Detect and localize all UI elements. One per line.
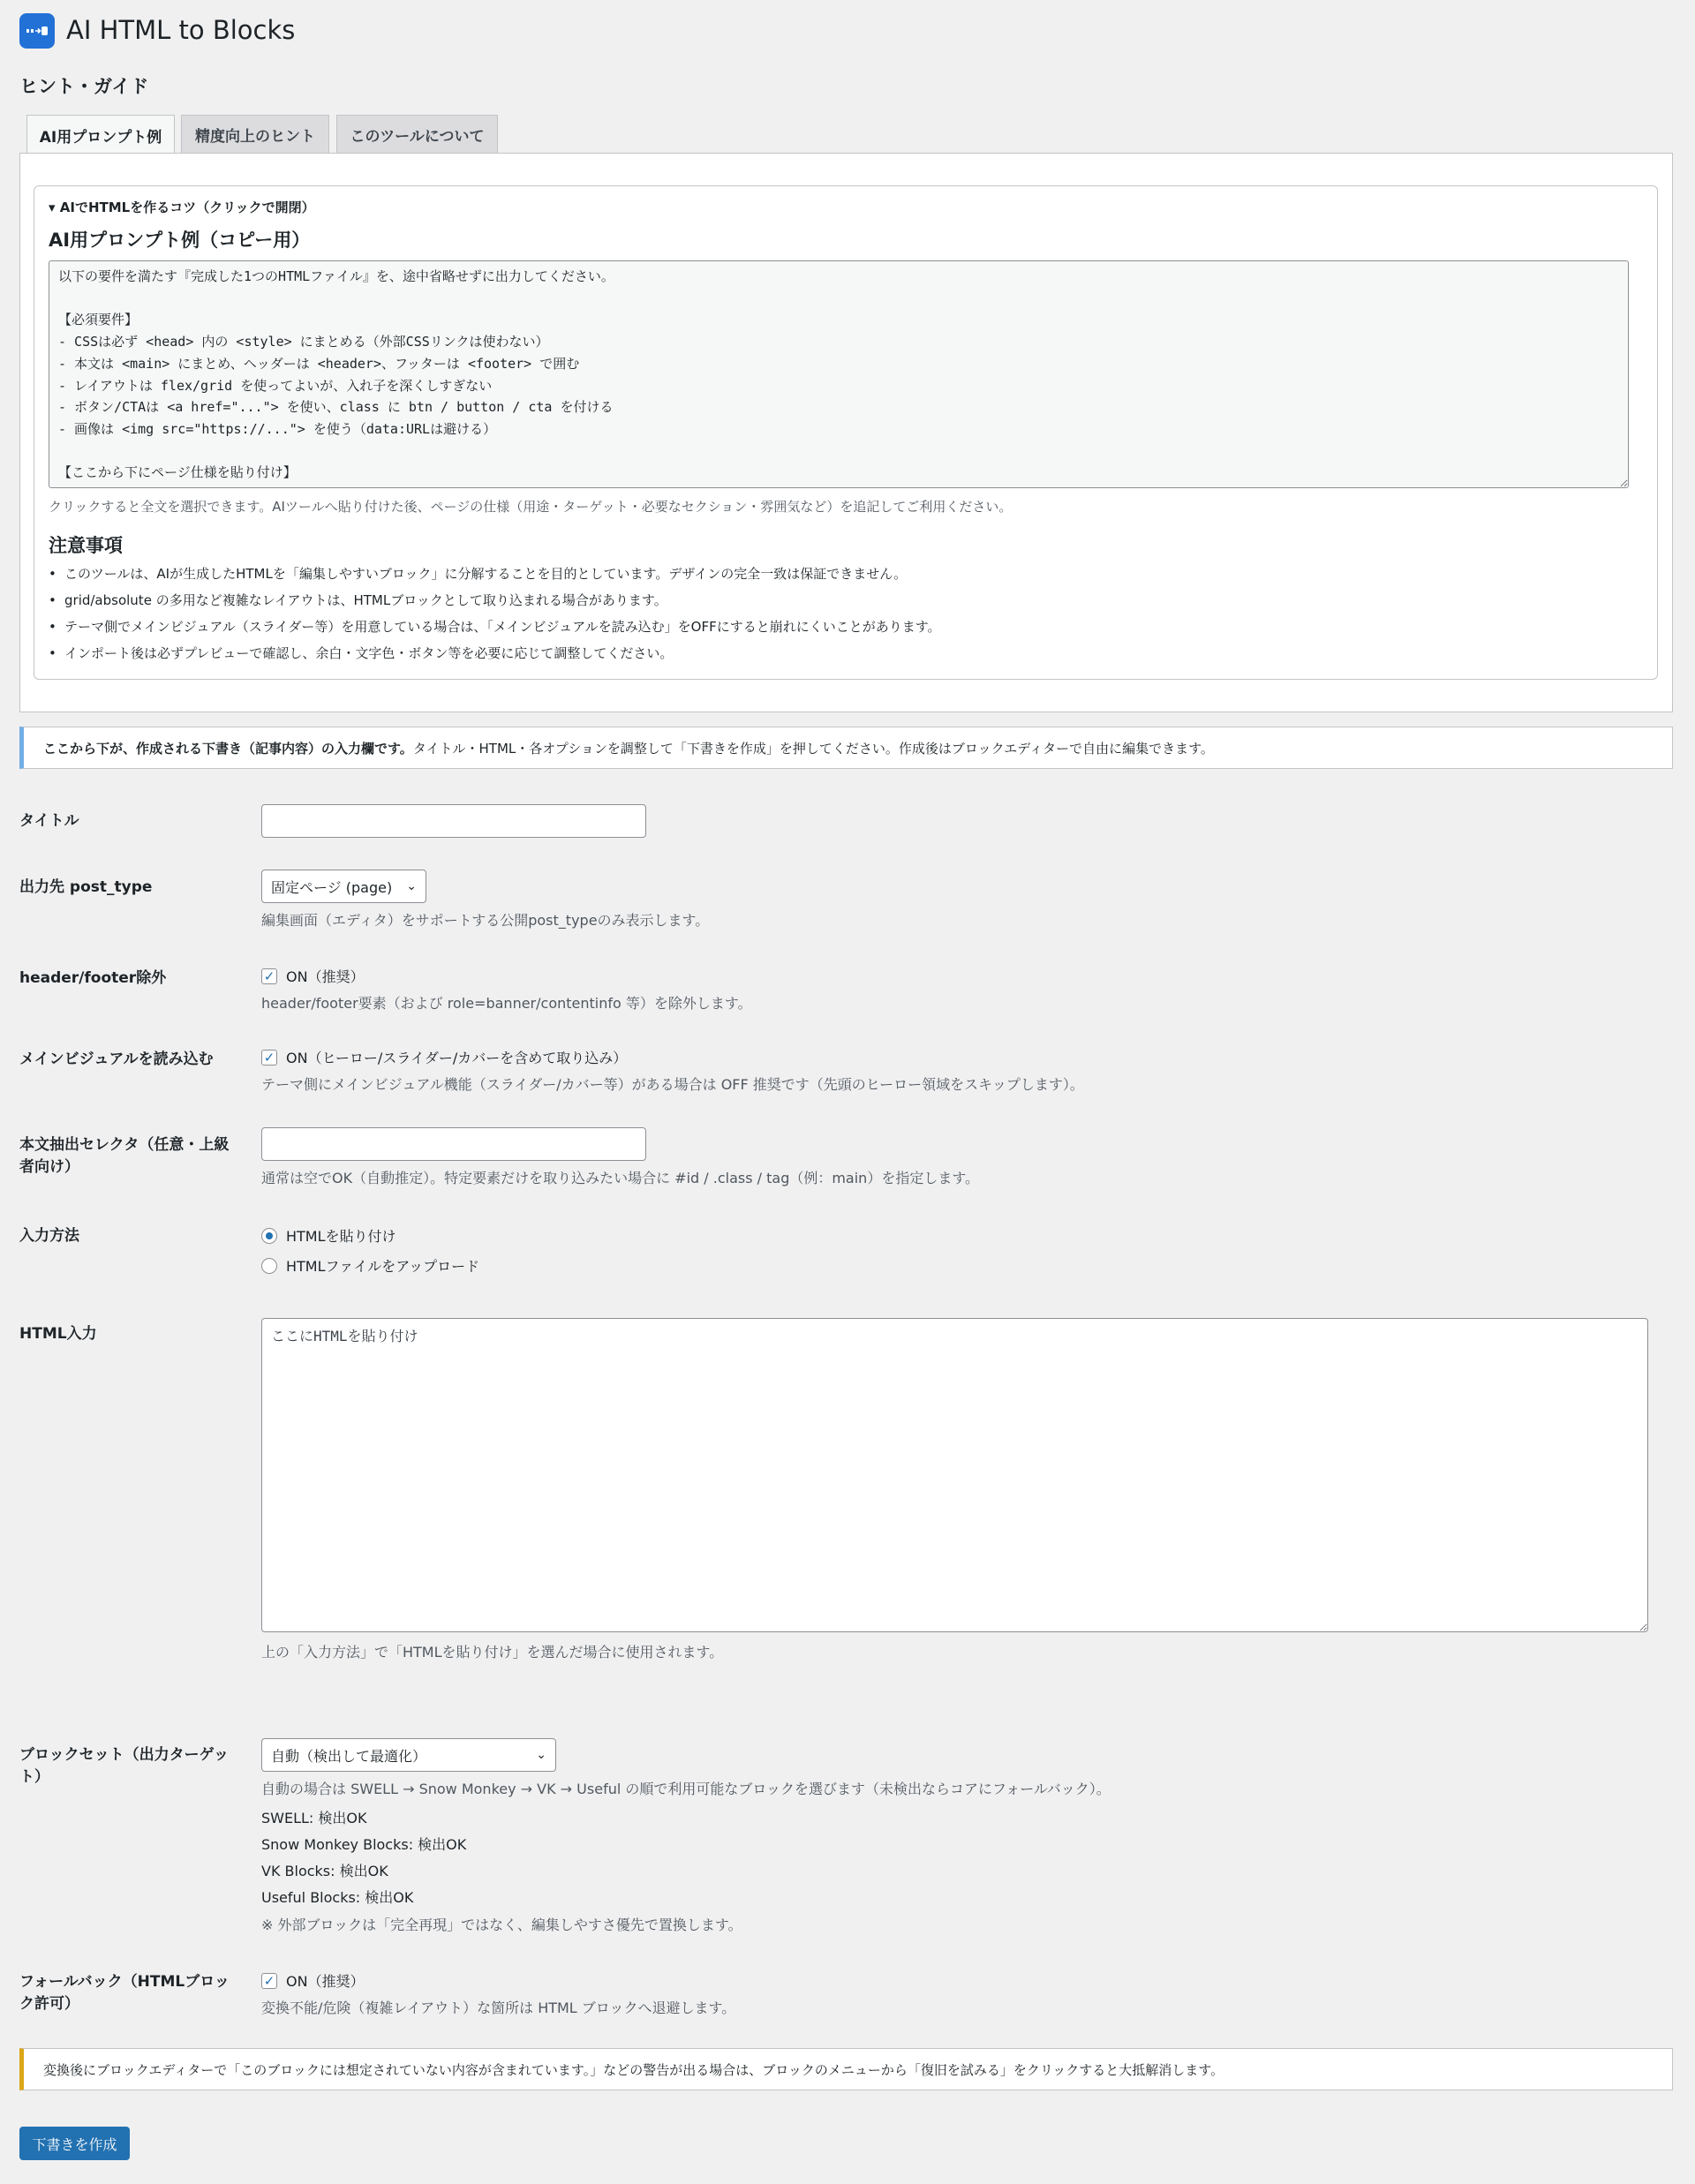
input-method-option: HTMLファイルをアップロード bbox=[286, 1258, 480, 1275]
block-set-select[interactable] bbox=[261, 1738, 556, 1772]
block-set-note: ※ 外部ブロックは「完全再現」ではなく、編集しやすさ優先で置換します。 bbox=[261, 1917, 742, 1933]
title-input[interactable] bbox=[261, 804, 646, 838]
post-type-select[interactable] bbox=[261, 870, 426, 903]
create-draft-button[interactable]: 下書きを作成 bbox=[19, 2127, 130, 2160]
info-notice bbox=[19, 727, 1673, 769]
exclude-header-footer-checkbox[interactable] bbox=[261, 966, 365, 986]
prompt-example-heading: AI用プロンプト例（コピー用） bbox=[49, 230, 311, 251]
block-set-label-line1: ブロックセット（出力ターゲッ bbox=[19, 1746, 229, 1764]
detection-status: SWELL: 検出OK bbox=[261, 1810, 367, 1826]
list-item: • テーマ側でメインビジュアル（スライダー等）を用意している場合は、「メインビジュアルを読み込む」をOFFにすると崩れにくいことがあります。 bbox=[49, 614, 941, 640]
fallback-label-line1: フォールバック（HTMLブロッ bbox=[19, 1973, 230, 1991]
html-input-label: HTML入力 bbox=[19, 1325, 97, 1343]
guide-heading: ヒント・ガイド bbox=[19, 76, 149, 97]
block-set-selected: 自動（検出して最適化） bbox=[271, 1747, 427, 1765]
input-method-label: 入力方法 bbox=[19, 1227, 79, 1245]
fallback-desc: 変換不能/危険（複雑レイアウト）な箇所は HTML ブロックへ退避します。 bbox=[261, 1999, 736, 2016]
prompt-example-textarea[interactable] bbox=[49, 260, 1629, 488]
detection-status: Useful Blocks: 検出OK bbox=[261, 1889, 414, 1906]
tab-ai-prompt[interactable]: AI用プロンプト例 bbox=[26, 115, 175, 154]
main-visual-desc: テーマ側にメインビジュアル機能（スライダー/カバー等）がある場合は OFF 推奨です（先頭のヒーロー領域をスキップします）。 bbox=[261, 1076, 1084, 1093]
warning-notice bbox=[19, 2048, 1673, 2090]
exclude-header-footer-label: header/footer除外 bbox=[19, 969, 167, 987]
fallback-label-line2: ク許可） bbox=[19, 1995, 79, 2013]
list-item: • インポート後は必ずプレビューで確認し、余白・文字色・ボタン等を必要に応じて調整してください。 bbox=[49, 640, 941, 666]
selector-label bbox=[19, 1134, 229, 1179]
fallback-option: ON（推奨） bbox=[286, 1973, 365, 1990]
post-type-selected: 固定ページ (page) bbox=[271, 878, 393, 896]
main-visual-label: メインビジュアルを読み込む bbox=[19, 1051, 214, 1068]
notes-list bbox=[49, 561, 941, 666]
block-set-label bbox=[19, 1744, 229, 1789]
exclude-header-footer-option: ON（推奨） bbox=[286, 968, 365, 985]
block-set-label-line2: ト） bbox=[19, 1768, 49, 1786]
tab-accuracy-tips[interactable]: 精度向上のヒント bbox=[181, 115, 329, 154]
chevron-down-icon: ⌄ bbox=[536, 1748, 546, 1762]
code-to-blocks-icon bbox=[19, 13, 55, 49]
check-icon: ✓ bbox=[261, 968, 277, 984]
prompt-note: クリックすると全文を選択できます。AIツールへ貼り付けた後、ページの仕様（用途・ターゲット・必要なセクション・雰囲気など）を追記してご利用ください。 bbox=[49, 499, 1013, 515]
selector-desc: 通常は空でOK（自動推定）。特定要素だけを取り込みたい場合に #id / .class / tag（例：main）を指定します。 bbox=[261, 1170, 980, 1186]
warning-notice-text: 変換後にブロックエディターで「このブロックには想定されていない内容が含まれています。」などの警告が出る場合は、ブロックのメニューから「復旧を試みる」をクリックすると大抵解消します。 bbox=[43, 2061, 1224, 2078]
fallback-label bbox=[19, 1971, 230, 2015]
fallback-checkbox[interactable] bbox=[261, 1970, 365, 1991]
selector-input[interactable] bbox=[261, 1127, 646, 1161]
radio-selected-icon bbox=[261, 1228, 277, 1244]
app-title: AI HTML to Blocks bbox=[66, 15, 296, 45]
input-method-option: HTMLを貼り付け bbox=[286, 1228, 396, 1245]
list-item: • このツールは、AIが生成したHTMLを「編集しやすいブロック」に分解することを目的としています。デザインの完全一致は保証できません。 bbox=[49, 561, 941, 587]
post-type-label: 出力先 post_type bbox=[19, 878, 153, 896]
chevron-down-icon: ⌄ bbox=[406, 879, 417, 893]
block-set-desc: 自動の場合は SWELL → Snow Monkey → VK → Useful の順で利用可能なブロックを選びます（未検出ならコアにフォールバック）。 bbox=[261, 1781, 1111, 1797]
check-icon: ✓ bbox=[261, 1050, 277, 1066]
exclude-header-footer-desc: header/footer要素（および role=banner/contentinfo 等）を除外します。 bbox=[261, 995, 752, 1012]
html-input-textarea[interactable] bbox=[261, 1318, 1648, 1632]
list-item: • grid/absolute の多用など複雑なレイアウトは、HTMLブロックとして取り込まれる場合があります。 bbox=[49, 587, 941, 614]
tab-about-tool[interactable]: このツールについて bbox=[336, 115, 498, 154]
main-visual-option: ON（ヒーロー/スライダー/カバーを含めて取り込み） bbox=[286, 1050, 628, 1066]
detection-status: VK Blocks: 検出OK bbox=[261, 1863, 388, 1879]
html-input-desc: 上の「入力方法」で「HTMLを貼り付け」を選んだ場合に使用されます。 bbox=[261, 1644, 724, 1661]
input-method-radio-upload[interactable] bbox=[261, 1255, 479, 1276]
title-label: タイトル bbox=[19, 812, 79, 830]
selector-label-line2: 者向け） bbox=[19, 1158, 79, 1176]
main-visual-checkbox[interactable] bbox=[261, 1047, 627, 1067]
detection-status: Snow Monkey Blocks: 検出OK bbox=[261, 1836, 467, 1853]
radio-icon bbox=[261, 1258, 277, 1274]
info-notice-bold: ここから下が、作成される下書き（記事内容）の入力欄です。 bbox=[43, 740, 413, 757]
check-icon: ✓ bbox=[261, 1973, 277, 1989]
input-method-radio-paste[interactable] bbox=[261, 1225, 396, 1246]
post-type-desc: 編集画面（エディタ）をサポートする公開post_typeのみ表示します。 bbox=[261, 912, 710, 929]
info-notice-text: タイトル・HTML・各オプションを調整して「下書きを作成」を押してください。作成後はブロックエディターで自由に編集できます。 bbox=[412, 740, 1214, 757]
selector-label-line1: 本文抽出セレクタ（任意・上級 bbox=[19, 1136, 230, 1154]
tips-summary-toggle[interactable]: ▾ AIでHTMLを作るコツ（クリックで開閉） bbox=[49, 200, 315, 215]
notes-heading: 注意事項 bbox=[49, 535, 123, 556]
